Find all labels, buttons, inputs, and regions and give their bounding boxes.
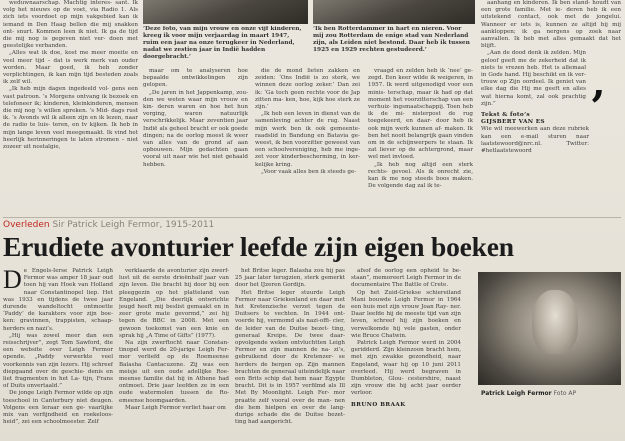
obituary-column-1 <box>3 268 113 438</box>
paragraph: Op het Zuid-Griekse schiereiland Mani bouwde Leigh Fermor in 1964 een huis met zijn vrouw Joan Ray- ner. Daar leefde hij de meeste tijd van zijn leven, schreef hij zijn boeken en verwelkomde hij vele gasten, onder wie Bruce Chatwin. <box>351 289 461 339</box>
headline: Erudiete avonturier leefde zijn eigen boeken <box>3 231 514 262</box>
paragraph: „Ik heb nog altijd een sterk rechts- gevoel. Als ik onrecht zie, kan ik me nog steeds boos maken. De volgende dag zal ik te- <box>368 161 473 190</box>
article-top-column-3 <box>255 68 360 216</box>
paragraph: „Ik heb mijn dagen ingedeeld vol- gens een vast patroon. ’s Morgens ontvang ik bezoek en telefoneer ik; kinderen, kleinkinderen, mensen die mij nog ’s willen spreken. ’s Mid- dags rust ik. ’s Avonds wil ik alleen zijn en ik lezen, naar de radio te luis- teren, en tv kijken. Ik heb in mijn lange leven veel meegemaakt. Ik vind het heerlijk herinneringen te laten stromen – niet zozeer uit nostalgie, <box>3 86 138 151</box>
photo-caption-1: ‘Deze foto, van mijn vrouw en onze vijf kinderen, kreeg ik voor mijn verjaardag in maart 1947, ruim een jaar na onze terugkeer in Nederland, nadat we zestien jaar in Indië hadden doorgebracht.’ <box>143 26 302 60</box>
rotterdam-photo <box>313 0 475 24</box>
paragraph: „Hij was zowel meer dan een reisschrijver”, zegt Tom Sawford, die een website over Leigh Fermor opende. „Paddy verwerkte veel voorkennis van zijn lezers. Hij schreef diepgaand over de geschie- denis en liet fragmenten in het La- tijn, Frans of Duits onvertaald.” <box>3 332 113 390</box>
quote-mark-icon: ’ <box>590 82 606 133</box>
paragraph: maar om te analyseren hoe bepaalde ontwikkelingen zijn gelopen. <box>143 68 248 89</box>
paragraph: het Britse leger. Balasha zou hij pas 25 jaar later terugzien, sterk gemerkt door het IJzeren Gordijn. <box>235 268 345 289</box>
divider <box>3 217 621 218</box>
photo-caption-2: ‘Ik ben Rotterdammer in hart en nieren. Voor mij zou Rotterdam de enige stad van Nederland zijn, als Leiden niet bestond. Daar heb ik tussen 1925 en 1929 rechten gestudeerd.’ <box>313 26 470 53</box>
paragraph: Na zijn zwerftocht naar Constan- tinopel werd de 20-jarige Leigh Fer- mor verliefd op de Roemeense Balasha Cantacuzene. Zij was een meisje uit een oude adellijke Roe- meense familie dat hij in Athene had ontmoet. Drie jaar leefden ze in een oude watermolen tussen de Ro- emeense boomgaarden. <box>119 340 229 404</box>
article-top-column-4 <box>368 68 473 216</box>
paragraph: Maar Leigh Fermor verliet haar om <box>125 404 226 411</box>
paragraph: „De jaren in het Jappenkamp, zou- den we weten waar mijn vrouw en kin- deren waren en hoe het hun verging, waren natuurlijk verschrikkelijk. Maar zeventien jaar Indië als geheel bracht er ook goede dingen; na de oorlog moest ik weer van alles van de grond af aan opbouwen. Mijn gedachten gaan vooral uit naar wie het niet gehaald hebben. <box>143 89 248 168</box>
paragraph: weduwnaarschap. Machtig interes- sant. Ik volg het nieuws op de voet, via Radio 1. Als zich iets voordoet op mijn vakgebied kan ik iemand in Den Haag bellen die mij snakken ont- snurt. Kommen leen ik niet. Ik ga de tijd die mij nog is gegeven niet ver- doen met geestelijke verbanden. <box>3 0 138 50</box>
portrait-caption <box>481 390 621 402</box>
dropcap: D <box>3 268 22 294</box>
paragraph: aanhang en kinderen. Ik ben stand- houdt van een grote familie. Met ie- deren heb ik een uitstekend contact, ook met de jongelui. Wanneer er iets is, kunnen ze altijd bij mij aankloppen; ik ga nergens op zoek naar aanvallen. Ik heb met alles gemaakt dat het blijft. <box>481 0 621 50</box>
byline: BRUNO BRAAK <box>351 401 406 408</box>
paragraph: Het Britse leger stuurde Leigh Fermor naar Griekenland en daar met het Kretenzische verzet tegen de Duitsers te vechten. In 1944 ont- voerde hij, vermomd als nazi-offi- cier, de leider van de Duitse bezet- ting, generaal Kreipe. De twee daar- opvolgende weken ontvluchtten Leigh Fermor en zijn mannen de na- zi’s, gebruikend door de Kretenzer- se herders de bergen op. Zijn mannen brachten de generaal uiteindelijk naar een Brits schip dat hem naar Egypte bracht. Dit is in 1957 verfilmd als Ill Met By Moonlight. Leigh Fer- mor praatte zelf vooral over de man- nen die hem hielpen en over de lang- durige schade die de Duitse bezet- ting had aangericht. <box>235 289 345 426</box>
paragraph: „Voor vaak alles ben ik steeds ge- <box>261 168 357 175</box>
portrait-face <box>532 290 578 354</box>
portrait-name: Patrick Leigh Fermor <box>481 390 552 397</box>
paragraph: vraagd en zelden heb ik ‘nee’ ge- zegd. Een keer wilde ik weigeren, in 1957. Ik werd uitgenodigd voor een minis- terschap, maar ik had op dat moment het voorzitterschap van een verhuiz- ingsmaatschappij. Toen heb ik de mi- nisterpost de rug toegekeerd, en daar- door heb ik ook mijn werk kunnen af- maken. Ik ben het nooit belangrijk gaan vinden om in de schijnwerpers te staan. Ik zat liever op de achtergrond, maar wel met invloed. <box>368 68 473 161</box>
info-body: Wie wil meewerken aan deze rubriek kan een e-mail sturen naar laatstewoord@nrc.nl. Twitter: #hetlaatstewoord <box>481 126 589 155</box>
paragraph: „Ik heb een leven in dienst van de samenleving achter de rug. Naast mijn werk ben ik ook gemeente- raadslid in Bandung en Batavia ge- weest, ik ben voorzitter geweest van een schoolvereniging, heb me inge- zet voor kinderbescherming, in ker- kelijke kring. <box>255 111 360 168</box>
paragraph: Patrick Leigh Fermor werd in 2004 geridderd. Zijn kleinzoon bracht hem, met zijn zwakke gezondheid, naar Engeland, waar hij op 10 juni 2011 overleed. Hij werd begraven in Dumbleton, Glou- cestershire, naast zijn vrouw die hij acht jaar eerder verloor. <box>351 340 461 397</box>
article-top-column-1 <box>3 0 138 215</box>
paragraph: De jonge Leigh Fermor wilde op zijn toeschool in Canterbury niet deugen. Volgens een leraar een ge- vaarlijke mix van verfijndheid en roekeloos- heid”, zei een schoolmeester. Zelf <box>3 390 113 426</box>
paragraph: verklaarde de avonturier zijn zwerf- lust uit de eerste drieënhalf jaar van zijn leven. Die bracht hij door bij een pleeggezin op het platteland van Engeland. „Die deerlijk ontwrichte jeugd heeft mij beslist gemaakt en in zeer grote mate gevormd,” zei hij tegen de BBC in 2008. Met een gewoon toekomst van een knie en sprak hij „A Time of Gifts” (1977). <box>119 268 229 339</box>
info-title: Tekst & foto’s <box>481 112 530 119</box>
kicker-subject: Sir Patrick Leigh Fermor, 1915-2011 <box>52 220 215 230</box>
paragraph: die de mond lieten zakken en zeiden: ‘Ons Indië is zo sterk, we winnen deze oorlog zeker.’ Dan zei ik: ‘Ga toch geen rechte voor de Jap zitten ma- ken, hoe, kijk hoe sterk ze zijn.’ <box>255 68 360 111</box>
paragraph: e Engels-Ierse Patrick Leigh Fermor was amper 18 jaar oud toen hij van Hoek van Holland naar Constantinopel liep. Het was 1933 en tijdens de twee jaar durende wandeltocht ontmoette ‘Paddy’ de karakters voor zijn boe- ken: gravinnen, trappisten, schaap- herders en nazi’s. <box>3 268 113 332</box>
obituary-column-4 <box>351 268 461 438</box>
obituary-column-3 <box>235 268 345 438</box>
article-top-column-2 <box>143 68 248 216</box>
kicker-label: Overleden <box>3 220 50 230</box>
paragraph: „Alles wat ik doe, kost me meer moeite en veel meer tijd – dat is werk merk van ouder worden. Maar goed, ik heb zonder verplichtingen, ik kan mijn tijd besteden zoals ik zelf wil. <box>3 50 138 86</box>
portrait-credit: Foto AP <box>553 390 577 397</box>
family-photo <box>143 0 308 24</box>
info-author: GIJSBERT VAN ES <box>481 119 545 126</box>
paragraph: afsof de oorlog een opheid te be- staan”, memoreert Leigh Fermor in de documentaire The Battle of Crete. <box>351 268 461 289</box>
paragraph: „Aan de dood denk ik zelden. Mijn geloof geeft me de zekerheid dat ik niets te vrezen heb. Het is allemaal in Gods hand. Hij beschikt en ik ver- trouw op Zijn oordeel. Ik geniet van elke dag die Hij me geeft en alles wat hierna komt, zal ook prachtig zijn.” <box>481 50 586 107</box>
obituary-column-2 <box>119 268 229 438</box>
headline-block <box>3 230 621 264</box>
